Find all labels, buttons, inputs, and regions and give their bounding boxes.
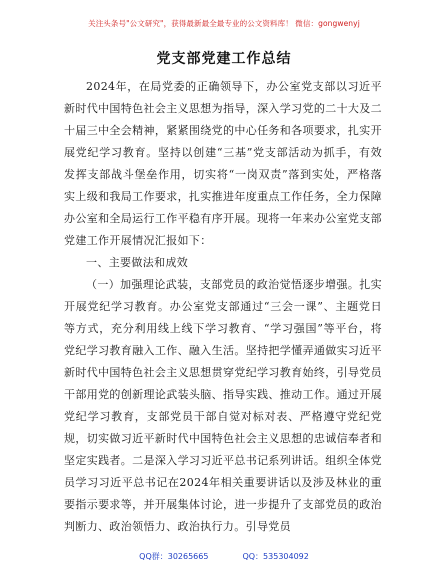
- section-heading: 一、主要做法和成效: [86, 256, 189, 269]
- footer-qq-group: QQ群：30265665: [139, 552, 209, 561]
- body-paragraph: （一）加强理论武装，支部党员的政治觉悟逐步增强。扎实开展党纪学习教育。办公室党支部通过“三会一课”、主题党日等方式，充分利用线上线下学习教育、“学习强国”等平台，将党纪学习教育融入工作、融入生活。坚持把学懂弄通做实习近平新时代中国特色社会主义思想贯穿党纪学习教育始终，引导党员干部用党的创新理论武装头脑、指导实践、推动工作。通过开展党纪学习教育，支部党员干部自觉对标对表、严格遵守党纪党规，切实做习近平新时代中国特色社会主义思想的忠诚信奉者和坚定实践者。二是深入学习习近平总书记系列讲话。组织全体党员学习习近平总书记在2024年相关重要讲话以及涉及林业的重要指示要求等，并开展集体讨论，进一步提升了支部党员的政治判断力、政治领悟力、政治执行力。引导党员: [64, 278, 382, 533]
- footer-contact: [0, 551, 448, 562]
- header-banner: 关注头条号"公文研究"，获得最新最全最专业的公文资料库！ 微信：gongwenyj: [88, 19, 360, 28]
- document-title: 党支部党建工作总结: [156, 51, 292, 67]
- footer-qq: QQ：535304092: [242, 552, 309, 561]
- intro-paragraph: 2024年，在局党委的正确领导下，办公室党支部以习近平新时代中国特色社会主义思想为指导，深入学习党的二十大及二十届三中全会精神，紧紧围绕党的中心任务和各项要求，扎实开展党纪学习教育。坚持以创建“三基”党支部活动为抓手，有效发挥支部战斗堡垒作用，切实将“一岗双责”落到实处，严格落实上级和我局工作要求，扎实推进年度重点工作任务，全力保障办公室和全局运行工作平稳有序开展。现将一年来办公室党支部党建工作开展情况汇报如下：: [64, 80, 382, 247]
- document-body: [64, 76, 382, 538]
